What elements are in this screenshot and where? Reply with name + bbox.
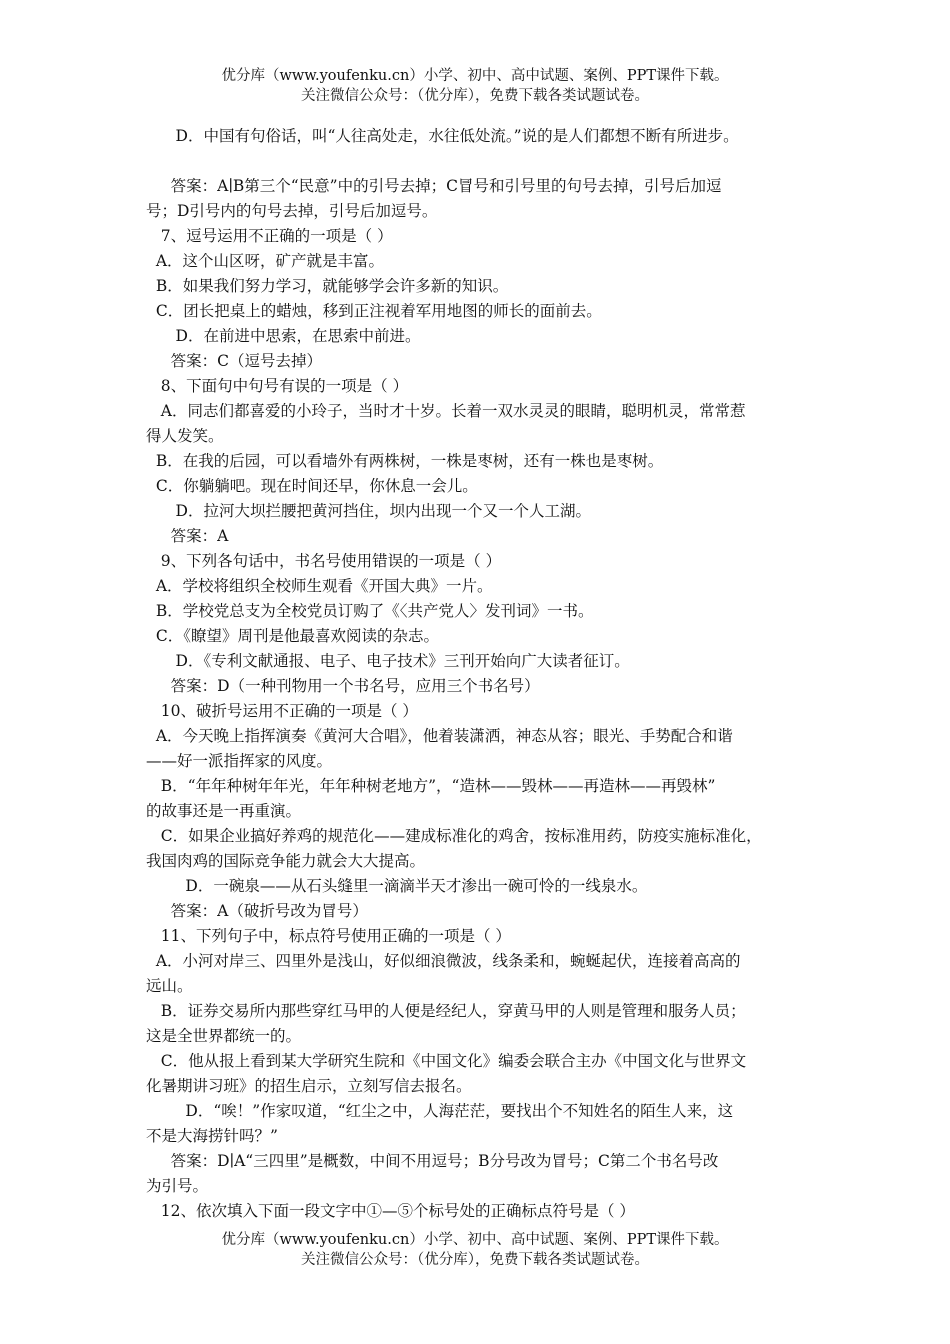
blank-line: [146, 149, 816, 174]
text-line: 10、破折号运用不正确的一项是（ ）: [146, 702, 418, 720]
text-line: A．学校将组织全校师生观看《开国大典》一片。: [146, 577, 493, 595]
text-line: 11、下列句子中，标点符号使用正确的一项是（ ）: [146, 927, 511, 945]
page-header: [0, 66, 950, 106]
text-line: 答案：D（一种刊物用一个书名号，应用三个书名号）: [146, 677, 540, 695]
text-line: 8、下面句中句号有误的一项是（ ）: [146, 377, 409, 395]
text-line: C．你躺躺吧。现在时间还早，你休息一会儿。: [146, 477, 478, 495]
text-line: 我国肉鸡的国际竞争能力就会大大提高。: [146, 852, 426, 870]
text-line: B．在我的后园，可以看墙外有两株树，一株是枣树，还有一株也是枣树。: [146, 452, 664, 470]
text-line: 得人发笑。: [146, 427, 224, 445]
text-line: A．今天晚上指挥演奏《黄河大合唱》，他着装潇洒，神态从容；眼光、手势配合和谐: [146, 727, 733, 745]
text-line: D．“唉！”作家叹道，“红尘之中，人海茫茫，要找出个不知姓名的陌生人来，这: [146, 1102, 734, 1120]
text-line: 答案：A（破折号改为冒号）: [146, 902, 368, 920]
text-line: 答案：A: [146, 527, 229, 545]
text-line: D．一碗泉——从石头缝里一滴滴半天才渗出一碗可怜的一线泉水。: [146, 877, 648, 895]
text-line: B．“年年种树年年光，年年种树老地方”，“造林——毁林——再造林——再毁林”: [146, 777, 716, 795]
text-line: 答案：A∣B第三个“民意”中的引号去掉；C冒号和引号里的句号去掉，引号后加逗: [146, 177, 722, 195]
text-line: D．在前进中思索，在思索中前进。: [146, 327, 421, 345]
text-line: ——好一派指挥家的风度。: [146, 752, 333, 770]
text-line: 的故事还是一再重演。: [146, 802, 302, 820]
text-line: A．这个山区呀，矿产就是丰富。: [146, 252, 385, 270]
text-line: A．小河对岸三、四里外是浅山，好似细浪微波，线条柔和，蜿蜒起伏，连接着高高的: [146, 952, 741, 970]
text-line: 12、依次填入下面一段文字中①—⑤个标号处的正确标点符号是（ ）: [146, 1202, 635, 1220]
footer-line-1: 优分库（www.youfenku.cn）小学、初中、高中试题、案例、PPT课件下载。: [221, 1232, 729, 1248]
text-line: C．《瞭望》周刊是他最喜欢阅读的杂志。: [146, 627, 439, 645]
text-line: 答案：D∣A“三四里”是概数，中间不用逗号；B分号改为冒号；C第二个书名号改: [146, 1152, 719, 1170]
text-line: C．如果企业搞好养鸡的规范化——建成标准化的鸡舍，按标准用药，防疫实施标准化，: [146, 827, 762, 845]
page-footer: [0, 1230, 950, 1270]
text-line: 9、下列各句话中，书名号使用错误的一项是（ ）: [146, 552, 502, 570]
header-line-2: 关注微信公众号：（优分库），免费下载各类试题试卷。: [301, 88, 649, 104]
header-line-1: 优分库（www.youfenku.cn）小学、初中、高中试题、案例、PPT课件下载。: [221, 68, 729, 84]
text-line: 号；D引号内的句号去掉，引号后加逗号。: [146, 202, 438, 220]
text-line: D．中国有句俗话，叫“人往高处走，水往低处流。”说的是人们都想不断有所进步。: [146, 127, 739, 145]
text-line: 答案：C（逗号去掉）: [146, 352, 322, 370]
text-line: 远山。: [146, 977, 193, 995]
text-line: C．他从报上看到某大学研究生院和《中国文化》编委会联合主办《中国文化与世界文: [146, 1052, 747, 1070]
text-line: 化暑期讲习班》的招生启示，立刻写信去报名。: [146, 1077, 472, 1095]
text-line: 不是大海捞针吗？”: [146, 1127, 278, 1145]
document-body: [146, 124, 816, 1224]
footer-line-2: 关注微信公众号：（优分库），免费下载各类试题试卷。: [301, 1252, 649, 1268]
text-line: B．如果我们努力学习，就能够学会许多新的知识。: [146, 277, 509, 295]
text-line: B．证券交易所内那些穿红马甲的人便是经纪人，穿黄马甲的人则是管理和服务人员；: [146, 1002, 746, 1020]
text-line: D．拉河大坝拦腰把黄河挡住，坝内出现一个又一个人工湖。: [146, 502, 591, 520]
text-line: A．同志们都喜爱的小玲子，当时才十岁。长着一双水灵灵的眼睛，聪明机灵，常常惹: [146, 402, 746, 420]
text-line: D．《专利文献通报、电子、电子技术》三刊开始向广大读者征订。: [146, 652, 630, 670]
text-line: 7、逗号运用不正确的一项是（ ）: [146, 227, 393, 245]
text-line: B．学校党总支为全校党员订购了《〈共产党人〉发刊词》一书。: [146, 602, 594, 620]
text-line: 这是全世界都统一的。: [146, 1027, 302, 1045]
text-line: C．团长把桌上的蜡烛，移到正注视着军用地图的师长的面前去。: [146, 302, 602, 320]
text-line: 为引号。: [146, 1177, 209, 1195]
